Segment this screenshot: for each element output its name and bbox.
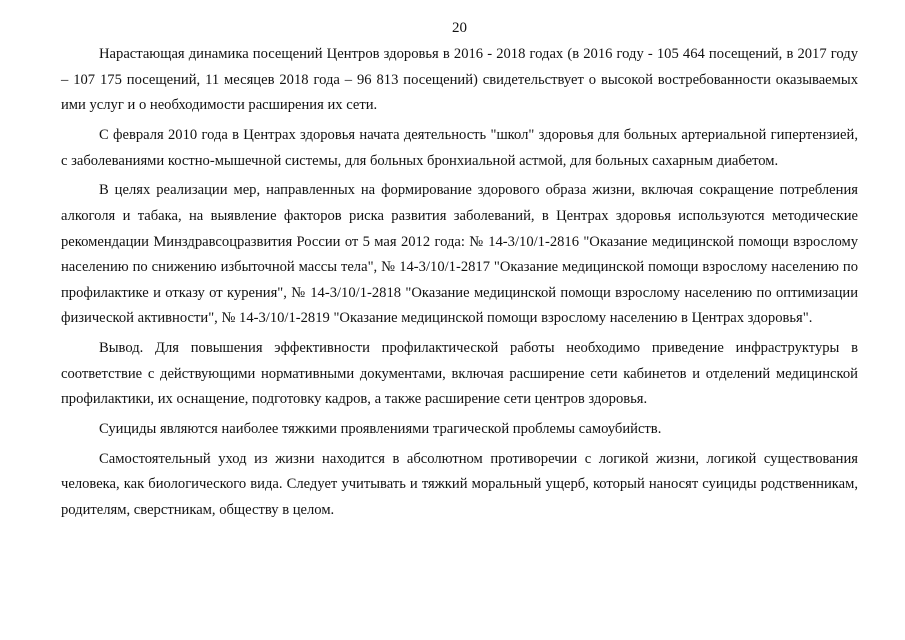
paragraph-suicides: Суициды являются наиболее тяжкими проявлениями трагической проблемы самоубийств. — [99, 421, 662, 438]
paragraph-health-centers-visits: Нарастающая динамика посещений Центров здоровья в 2016 - 2018 годах (в 2016 году - 105 464 посещений, в 2017 году – 107 175 посещений, 11 месяцев 2018 года – 96 813 посещений) свидетельствует о высокой востребованности оказываемых ими услуг и о необходимости расширения их сети. — [61, 46, 858, 114]
page-number: 20 — [452, 20, 467, 36]
paragraph-methodical-recommendations: В целях реализации мер, направленных на формирование здорового образа жизни, включая сокращение потребления алкоголя и табака, на выявление факторов риска развития заболеваний, в Центрах здоровья используются методические рекомендации Минздравсоцразвития России от 5 мая 2012 года: № 14-3/10/1-2816 "Оказание медицинской помощи взрослому населению по снижению избыточной массы тела", № 14-3/10/1-2817 "Оказание медицинской помощи взрослому населению по профилактике и отказу от курения", № 14-3/10/1-2818 "Оказание медицинской помощи взрослому населению по оптимизации физической активности", № 14-3/10/1-2819 "Оказание медицинской помощи взрослому населению в Центрах здоровья". — [61, 182, 858, 327]
paragraph-health-schools: С февраля 2010 года в Центрах здоровья начата деятельность "школ" здоровья для больных артериальной гипертензией, с заболеваниями костно-мышечной системы, для больных бронхиальной астмой, для больных сахарным диабетом. — [61, 126, 858, 169]
paragraph-conclusion: Вывод. Для повышения эффективности профилактической работы необходимо приведение инфраструктуры в соответствие с действующими нормативными документами, включая расширение сети кабинетов и отделений медицинской профилактики, их оснащение, подготовку кадров, а также расширение сети центров здоровья. — [61, 340, 858, 408]
document-page — [61, 18, 858, 528]
paragraph-self-departure: Самостоятельный уход из жизни находится в абсолютном противоречии с логикой жизни, логикой существования человека, как биологического вида. Следует учитывать и тяжкий моральный ущерб, который наносят суициды родственникам, родителям, сверстникам, обществу в целом. — [61, 450, 858, 519]
